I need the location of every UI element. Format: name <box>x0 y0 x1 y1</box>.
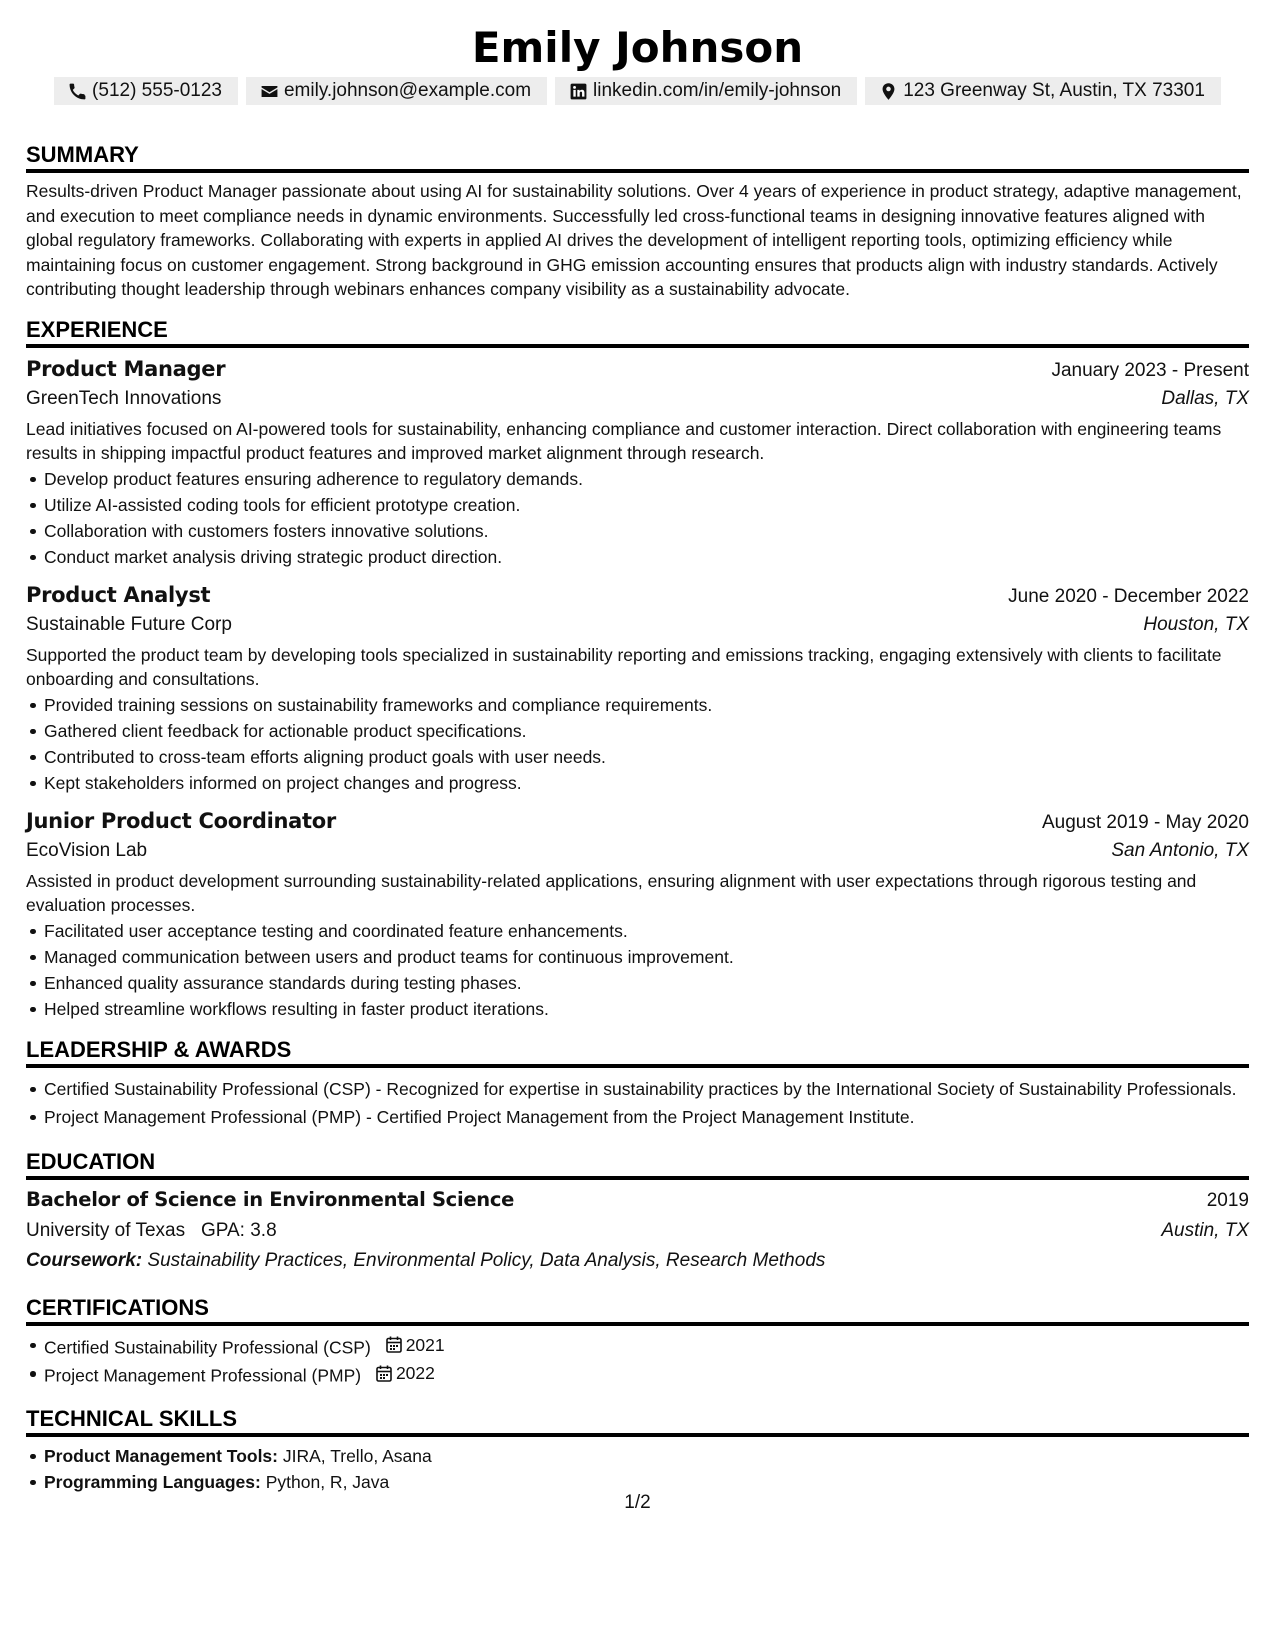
job-location: Dallas, TX <box>1161 387 1249 409</box>
job-entry <box>26 806 1249 1022</box>
section-title-awards: LEADERSHIP & AWARDS <box>26 1036 1249 1068</box>
job-dates: June 2020 - December 2022 <box>1008 585 1249 607</box>
map-pin-icon <box>879 82 898 101</box>
education-section <box>26 1148 1249 1276</box>
list-item: Enhanced quality assurance standards during testing phases. <box>44 970 1249 996</box>
list-item: Certified Sustainability Professional (CSP) - Recognized for expertise in sustainability practices by the International Society of Sustainability Professionals. <box>44 1076 1249 1104</box>
section-title-education: EDUCATION <box>26 1148 1249 1180</box>
gpa: GPA: 3.8 <box>200 1219 277 1241</box>
address-text: 123 Greenway St, Austin, TX 73301 <box>903 80 1205 101</box>
list-item: Utilize AI-assisted coding tools for efficient prototype creation. <box>44 492 1249 518</box>
job-company: EcoVision Lab <box>26 839 148 861</box>
certifications-section <box>26 1294 1249 1389</box>
job-description: Supported the product team by developing tools specialized in sustainability reporting and emissions tracking, engaging extensively with clients to facilitate onboarding and consultations. <box>26 644 1222 689</box>
job-title: Product Analyst <box>26 582 211 607</box>
cert-name: Project Management Professional (PMP) <box>44 1365 362 1386</box>
page-number: 1/2 <box>624 1492 651 1513</box>
degree-title: Bachelor of Science in Environmental Science <box>26 1187 515 1211</box>
job-location: San Antonio, TX <box>1111 839 1249 861</box>
job-dates: August 2019 - May 2020 <box>1041 811 1249 833</box>
calendar-icon <box>376 1365 392 1382</box>
skill-value: JIRA, Trello, Asana <box>282 1445 432 1466</box>
section-title-certifications: CERTIFICATIONS <box>26 1294 1249 1326</box>
job-company: GreenTech Innovations <box>26 387 222 409</box>
job-location: Houston, TX <box>1143 613 1249 635</box>
list-item: Develop product features ensuring adherence to regulatory demands. <box>44 466 1249 492</box>
list-item: Provided training sessions on sustainability frameworks and compliance requirements. <box>44 692 1249 718</box>
linkedin-icon <box>569 82 588 101</box>
skills-list <box>26 1443 1249 1495</box>
list-item: Helped streamline workflows resulting in faster product iterations. <box>44 996 1249 1022</box>
list-item: Kept stakeholders informed on project changes and progress. <box>44 770 1249 796</box>
job-bullets <box>26 692 1249 796</box>
list-item: Facilitated user acceptance testing and coordinated feature enhancements. <box>44 918 1249 944</box>
list-item: Gathered client feedback for actionable product specifications. <box>44 718 1249 744</box>
linkedin-text: linkedin.com/in/emily-johnson <box>593 80 842 101</box>
contact-phone[interactable] <box>54 77 238 105</box>
job-entry <box>26 354 1249 570</box>
list-item <box>44 1360 1249 1389</box>
summary-text: Results-driven Product Manager passionate about using AI for sustainability solutions. Over 4 years of experience in product strategy, adaptive management, and execution to meet compliance needs in dynamic environments. Successfully led cross-functional teams in designing innovative features aligned with global regulatory frameworks. Collaborating with experts in applied AI drives the development of intelligent reporting tools, optimizing efficiency while maintaining focus on customer engagement. Strong background in GHG emission accounting ensures that products align with industry standards. Actively contributing thought leadership through webinars enhances company visibility as a sustainability advocate. <box>26 181 1242 299</box>
list-item: Collaboration with customers fosters innovative solutions. <box>44 518 1249 544</box>
coursework-label: Coursework: <box>26 1249 143 1271</box>
coursework-list: Sustainability Practices, Environmental Policy, Data Analysis, Research Methods <box>147 1249 826 1271</box>
skills-section <box>26 1405 1249 1495</box>
phone-icon <box>68 82 87 101</box>
job-bullets <box>26 466 1249 570</box>
contact-linkedin[interactable] <box>555 77 857 105</box>
skill-label: Programming Languages: <box>44 1471 261 1492</box>
cert-date <box>376 1360 435 1386</box>
calendar-icon <box>386 1336 402 1353</box>
cert-date <box>386 1332 445 1358</box>
job-title: Product Manager <box>26 356 226 381</box>
job-title: Junior Product Coordinator <box>26 808 336 833</box>
cert-year: 2021 <box>405 1334 445 1355</box>
list-item: Project Management Professional (PMP) - Certified Project Management from the Project Management Institute. <box>44 1104 1249 1132</box>
awards-list <box>26 1076 1249 1132</box>
list-item <box>44 1332 1249 1361</box>
list-item: Conduct market analysis driving strategic product direction. <box>44 544 1249 570</box>
job-bullets <box>26 918 1249 1022</box>
list-item <box>44 1443 1249 1469</box>
list-item: Managed communication between users and product teams for continuous improvement. <box>44 944 1249 970</box>
job-company: Sustainable Future Corp <box>26 613 232 635</box>
section-title-summary: SUMMARY <box>26 141 1249 173</box>
school-name: University of Texas <box>26 1219 186 1241</box>
job-entry <box>26 580 1249 796</box>
contact-address[interactable] <box>865 77 1221 105</box>
contact-email[interactable] <box>246 77 547 105</box>
awards-section <box>26 1036 1249 1132</box>
job-description: Lead initiatives focused on AI-powered tools for sustainability, enhancing compliance and customer interaction. Direct collaboration with engineering teams results in shipping impactful product features and improved market alignment through research. <box>26 418 1222 463</box>
section-title-skills: TECHNICAL SKILLS <box>26 1405 1249 1437</box>
section-title-experience: EXPERIENCE <box>26 316 1249 348</box>
summary-section <box>26 141 1249 302</box>
list-item <box>44 1469 1249 1495</box>
list-item: Contributed to cross-team efforts aligning product goals with user needs. <box>44 744 1249 770</box>
skill-label: Product Management Tools: <box>44 1445 278 1466</box>
experience-section <box>26 316 1249 1022</box>
candidate-name: Emily Johnson <box>471 23 804 72</box>
school-location: Austin, TX <box>1161 1219 1249 1241</box>
skill-value: Python, R, Java <box>265 1471 390 1492</box>
graduation-year: 2019 <box>1206 1189 1249 1211</box>
cert-year: 2022 <box>395 1363 435 1383</box>
job-dates: January 2023 - Present <box>1051 359 1249 381</box>
certifications-list <box>26 1332 1249 1389</box>
school-info <box>26 1216 277 1246</box>
cert-name: Certified Sustainability Professional (CSP) <box>44 1337 371 1357</box>
email-text: emily.johnson@example.com <box>283 80 532 101</box>
coursework <box>26 1246 1249 1276</box>
contact-bar <box>26 77 1249 105</box>
resume-page <box>26 22 1249 1495</box>
job-description: Assisted in product development surrounding sustainability-related applications, ensuring alignment with user expectations through rigorous testing and evaluation processes. <box>26 870 1197 915</box>
phone-text: (512) 555-0123 <box>92 80 222 101</box>
envelope-icon <box>260 82 279 101</box>
